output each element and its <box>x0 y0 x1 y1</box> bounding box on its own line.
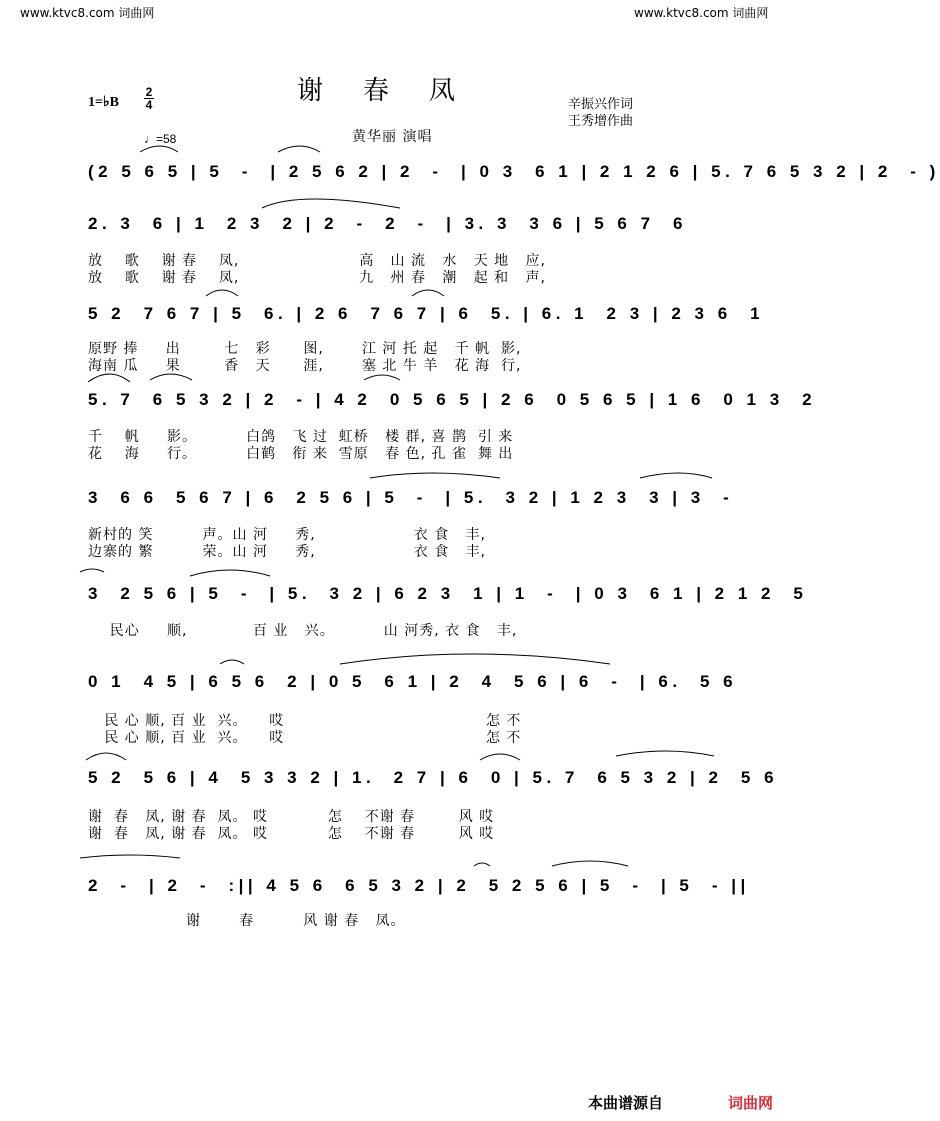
slur <box>480 754 520 760</box>
slur <box>140 146 178 152</box>
song-title: 谢春凤 <box>296 76 495 106</box>
slur <box>80 569 104 572</box>
site-watermark-right: www.ktvc8.com 词曲网 <box>634 6 769 20</box>
notes: (2 5 6 5 | 5 - | 2 5 6 2 | 2 - | 0 3 6 1 | 2 1 2 6 | 5. 7 6 5 3 2 | 2 - ) <box>88 162 940 181</box>
time-top: 2 <box>145 85 153 99</box>
lyric-line-7a: 民 心 顺, 百 业 兴。 哎 怎 不 <box>88 713 522 729</box>
lyric-line-9a: 谢 春 风 谢 春 凤。 <box>88 913 406 929</box>
slur <box>220 660 244 664</box>
notes: 0 1 4 5 | 6 5 6 2 | 0 5 6 1 | 2 4 5 6 | 6 - | 6. 5 6 <box>88 672 738 691</box>
notes: 3 6 6 5 6 7 | 6 2 5 6 | 5 - | 5. 3 2 | 1 2 3 3 | 3 - <box>88 488 734 507</box>
slur <box>88 374 130 382</box>
slur <box>640 473 712 478</box>
slur <box>190 570 270 576</box>
slur <box>616 751 714 756</box>
composer: 王秀增作曲 <box>568 114 634 129</box>
key-signature: 1=♭B <box>88 95 119 110</box>
lyricist: 辛振兴作词 <box>568 97 634 112</box>
site-watermark-left: www.ktvc8.com 词曲网 <box>20 6 155 20</box>
slur <box>552 861 628 866</box>
lyric-line-8b: 谢 春 凤, 谢 春 凤。 哎 怎 不谢 春 风 哎 <box>88 826 495 842</box>
slur <box>412 290 444 296</box>
lyric-line-4a: 千 帆 影。 白鸽 飞 过 虹桥 楼 群, 喜 鹊 引 来 <box>88 429 514 445</box>
lyric-line-4b: 花 海 行。 白鹤 衔 来 雪原 春 色, 孔 雀 舞 出 <box>88 446 514 462</box>
lyric-line-2a: 放 歌 谢 春 凤, 高 山 流 水 天 地 应, <box>88 253 546 269</box>
time-bottom: 4 <box>145 98 153 112</box>
singer: 黄华丽 演唱 <box>352 129 433 145</box>
source-logo: 词曲网 <box>728 1094 774 1112</box>
slur <box>262 199 400 208</box>
slur <box>340 654 610 664</box>
slur <box>86 753 126 760</box>
slur <box>474 863 490 866</box>
notes: 5 2 5 6 | 4 5 3 3 2 | 1. 2 7 | 6 0 | 5. 7 6 5 3 2 | 2 5 6 <box>88 768 779 787</box>
slur <box>80 855 180 858</box>
lyric-line-5a: 新村的 笑 声。山 河 秀, 衣 食 丰, <box>88 527 487 543</box>
lyric-line-3b: 海南 瓜 果 香 天 涯, 塞 北 牛 羊 花 海 行, <box>88 358 522 374</box>
lyric-line-3a: 原野 捧 出 七 彩 图, 江 河 托 起 千 帆 影, <box>88 341 522 357</box>
tempo-mark: ♩=58 <box>144 132 177 146</box>
notes: 3 2 5 6 | 5 - | 5. 3 2 | 6 2 3 1 | 1 - | 0 3 6 1 | 2 1 2 5 <box>88 584 808 603</box>
lyric-line-2b: 放 歌 谢 春 凤, 九 州 春 潮 起 和 声, <box>88 270 546 286</box>
slur <box>150 374 192 380</box>
notes: 5 2 7 6 7 | 5 6. | 2 6 7 6 7 | 6 5. | 6. 1 2 3 | 2 3 6 1 <box>88 304 765 323</box>
lyric-line-7b: 民 心 顺, 百 业 兴。 哎 怎 不 <box>88 730 522 746</box>
notes: 2 - | 2 - :|| 4 5 6 6 5 3 2 | 2 5 2 5 6 | 5 - | 5 - || <box>88 876 750 895</box>
slur <box>370 473 500 478</box>
lyric-line-6a: 民心 顺, 百 业 兴。 山 河秀, 衣 食 丰, <box>88 623 518 639</box>
notes: 2. 3 6 | 1 2 3 2 | 2 - 2 - | 3. 3 3 6 | 5 6 7 6 <box>88 214 687 233</box>
slur <box>364 375 400 380</box>
slur <box>278 146 320 152</box>
lyric-line-5b: 边寨的 繁 荣。山 河 秀, 衣 食 丰, <box>88 544 487 560</box>
notes: 5. 7 6 5 3 2 | 2 - | 4 2 0 5 6 5 | 2 6 0 5 6 5 | 1 6 0 1 3 2 <box>88 390 817 409</box>
lyric-line-8a: 谢 春 凤, 谢 春 凤。 哎 怎 不谢 春 风 哎 <box>88 809 495 825</box>
slur <box>206 290 238 296</box>
source-label: 本曲谱源自 <box>588 1094 664 1112</box>
